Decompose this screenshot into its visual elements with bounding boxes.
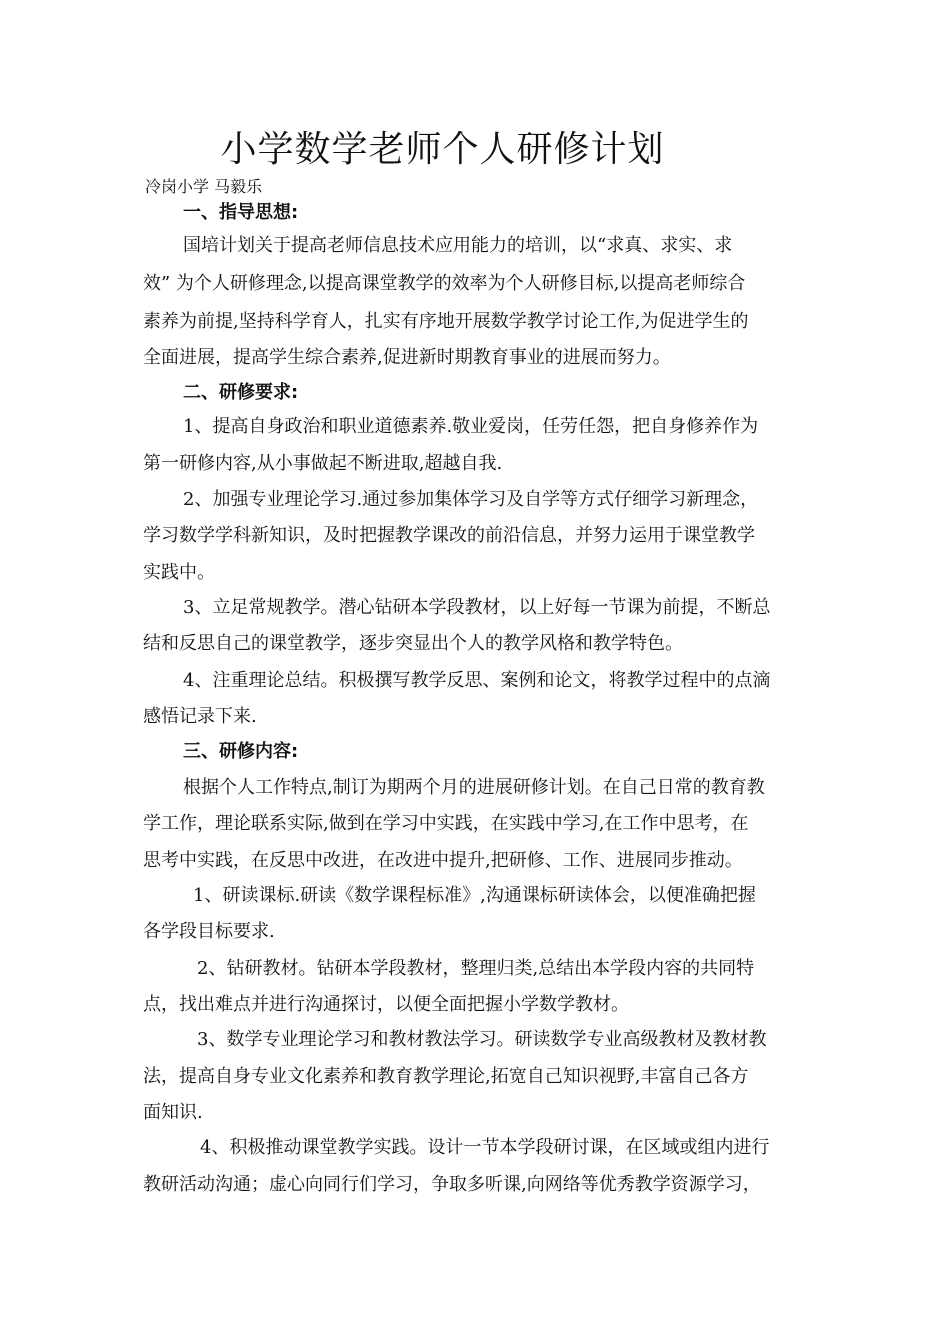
paragraph-line: 各学段目标要求. [143,921,275,942]
paragraph-line: 教研活动沟通；虚心向同行们学习，争取多听课,向网络等优秀教学资源学习， [143,1174,761,1195]
paragraph-line: 4、注重理论总结。积极撰写教学反思、案例和论文，将教学过程中的点滴 [183,670,771,691]
section-heading-guiding-thought: 一、指导思想: [183,202,299,223]
document-title: 小学数学老师个人研修计划 [220,129,665,170]
paragraph-line: 感悟记录下来. [143,706,257,727]
paragraph-line: 效” 为个人研修理念,以提高课堂教学的效率为个人研修目标,以提高老师综合 [143,273,746,294]
paragraph-line: 学工作，理论联系实际,做到在学习中实践，在实践中学习,在工作中思考，在 [143,813,749,834]
paragraph-line: 结和反思自己的课堂教学，逐步突显出个人的教学风格和教学特色。 [143,633,683,654]
paragraph-line: 第一研修内容,从小事做起不断进取,超越自我. [143,453,503,474]
section-heading-requirements: 二、研修要求: [183,382,299,403]
paragraph-line: 1、提高自身政治和职业道德素养.敬业爱岗，任劳任怨，把自身修养作为 [183,416,759,437]
paragraph-line: 思考中实践，在反思中改进，在改进中提升,把研修、工作、进展同步推动。 [143,850,743,871]
paragraph-line: 国培计划关于提高老师信息技术应用能力的培训，以“求真、求实、求 [183,235,733,256]
paragraph-line: 2、钻研教材。钻研本学段教材，整理归类,总结出本学段内容的共同特 [197,958,755,979]
paragraph-line: 全面进展，提高学生综合素养,促进新时期教育事业的进展而努力。 [143,347,671,368]
section-heading-content: 三、研修内容: [183,741,299,762]
paragraph-line: 面知识. [143,1102,203,1123]
paragraph-line: 素养为前提,坚持科学育人，扎实有序地开展数学教学讨论工作,为促进学生的 [143,311,749,332]
author-line: 冷岗小学 马毅乐 [145,177,263,196]
paragraph-line: 学习数学学科新知识，及时把握教学课改的前沿信息，并努力运用于课堂教学 [143,525,755,546]
paragraph-line: 根据个人工作特点,制订为期两个月的进展研修计划。在自己日常的教育教 [183,777,765,798]
paragraph-line: 实践中。 [143,562,215,583]
paragraph-line: 1、研读课标.研读《数学课程标准》,沟通课标研读体会，以便准确把握 [193,885,756,906]
paragraph-line: 3、数学专业理论学习和教材教法学习。研读数学专业高级教材及教材教 [197,1029,767,1050]
paragraph-line: 2、加强专业理论学习.通过参加集体学习及自学等方式仔细学习新理念， [183,489,759,510]
paragraph-line: 4、积极推动课堂教学实践。设计一节本学段研讨课，在区域或组内进行 [200,1137,770,1158]
paragraph-line: 法，提高自身专业文化素养和教育教学理论,拓宽自己知识视野,丰富自己各方 [143,1066,749,1087]
paragraph-line: 点，找出难点并进行沟通探讨，以便全面把握小学数学教材。 [143,994,629,1015]
paragraph-line: 3、立足常规教学。潜心钻研本学段教材，以上好每一节课为前提，不断总 [183,597,771,618]
